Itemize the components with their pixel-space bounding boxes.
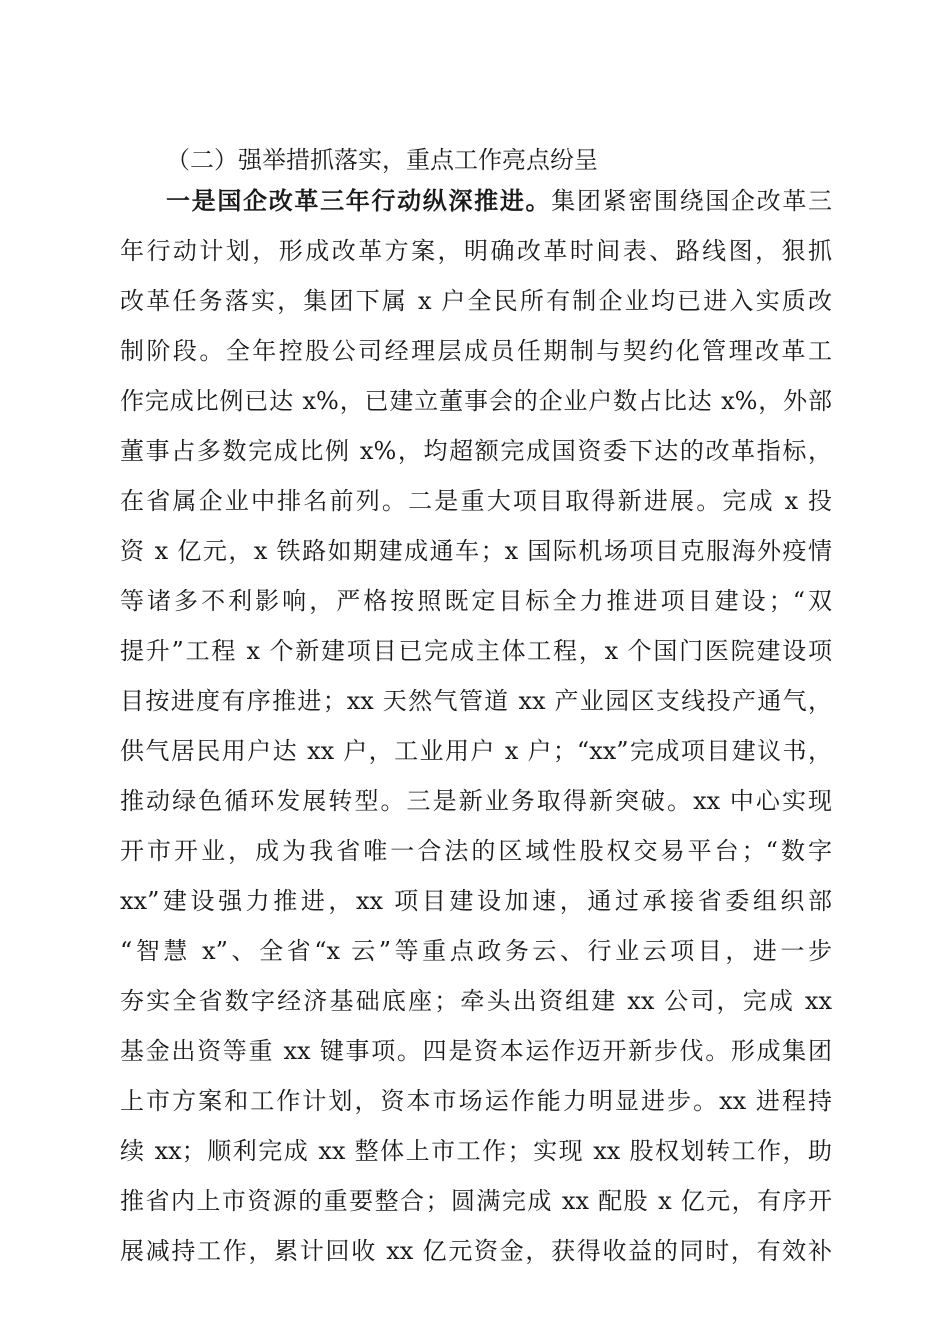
paragraph-lead: 一是国企改革三年行动纵深推进。 bbox=[166, 186, 552, 215]
paragraph-line bbox=[166, 186, 832, 216]
paragraph-line: 供气居民用户达 xx 户，工业用户 x 户；“xx”完成项目建议书， bbox=[120, 737, 832, 765]
paragraph-text: 集团紧密围绕国企改革三 bbox=[551, 187, 833, 215]
paragraph-line: 展减持工作，累计回收 xx 亿元资金，获得收益的同时，有效补 bbox=[120, 1237, 832, 1265]
paragraph-line: 在省属企业中排名前列。二是重大项目取得新进展。完成 x 投 bbox=[120, 487, 832, 515]
paragraph-line: 等诸多不利影响，严格按照既定目标全力推进项目建设；“双 bbox=[120, 587, 832, 615]
paragraph-line: 推省内上市资源的重要整合；圆满完成 xx 配股 x 亿元，有序开 bbox=[120, 1187, 832, 1215]
paragraph-line: 开市开业，成为我省唯一合法的区域性股权交易平台；“数字 bbox=[120, 837, 832, 865]
paragraph-line: 制阶段。全年控股公司经理层成员任期制与契约化管理改革工 bbox=[120, 337, 832, 365]
paragraph-line: 作完成比例已达 x%，已建立董事会的企业户数占比达 x%，外部 bbox=[120, 387, 832, 415]
paragraph-line: 年行动计划，形成改革方案，明确改革时间表、路线图，狠抓 bbox=[120, 237, 832, 265]
paragraph-line: 续 xx；顺利完成 xx 整体上市工作；实现 xx 股权划转工作，助 bbox=[120, 1137, 832, 1165]
paragraph-line: 董事占多数完成比例 x%，均超额完成国资委下达的改革指标， bbox=[120, 437, 832, 465]
paragraph-line: 推动绿色循环发展转型。三是新业务取得新突破。xx 中心实现 bbox=[120, 787, 832, 815]
paragraph-line: 资 x 亿元，x 铁路如期建成通车；x 国际机场项目克服海外疫情 bbox=[120, 537, 832, 565]
section-heading: （二）强举措抓落实，重点工作亮点纷呈 bbox=[166, 146, 598, 174]
paragraph-line: 目按进度有序推进；xx 天然气管道 xx 产业园区支线投产通气， bbox=[120, 687, 832, 715]
paragraph-line: 改革任务落实，集团下属 x 户全民所有制企业均已进入实质改 bbox=[120, 287, 832, 315]
paragraph-line: 夯实全省数字经济基础底座；牵头出资组建 xx 公司，完成 xx bbox=[120, 987, 832, 1015]
paragraph-line: 提升”工程 x 个新建项目已完成主体工程，x 个国门医院建设项 bbox=[120, 637, 832, 665]
paragraph-line: 上市方案和工作计划，资本市场运作能力明显进步。xx 进程持 bbox=[120, 1087, 832, 1115]
paragraph-line: 基金出资等重 xx 键事项。四是资本运作迈开新步伐。形成集团 bbox=[120, 1037, 832, 1065]
paragraph-line: xx”建设强力推进，xx 项目建设加速，通过承接省委组织部 bbox=[120, 887, 832, 915]
paragraph-line: “智慧 x”、全省“x 云”等重点政务云、行业云项目，进一步 bbox=[120, 937, 832, 965]
